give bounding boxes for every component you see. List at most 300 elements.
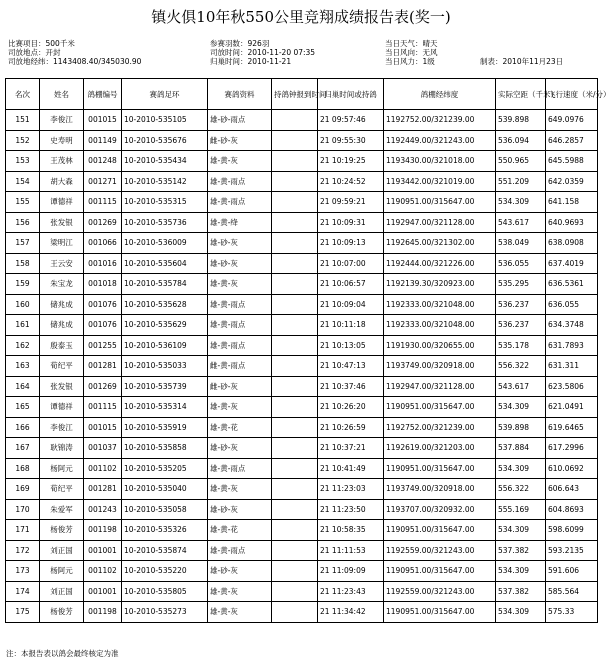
cell-arrival-time: 21 10:26:59 (318, 417, 384, 438)
table-row (6, 294, 598, 315)
cell-speed: 593.2135 (546, 540, 598, 561)
cell-distance: 535.178 (496, 335, 546, 356)
cell-clock-time (272, 315, 318, 336)
cell-speed: 637.4019 (546, 253, 598, 274)
cell-arrival-time: 21 11:34:42 (318, 602, 384, 623)
cell-clock-time (272, 520, 318, 541)
cell-speed: 631.311 (546, 356, 598, 377)
cell-bird-info: 雄-砂-灰 (208, 253, 272, 274)
meta-return-time: 归巢时间：2010-11-21 (210, 57, 292, 66)
cell-ring: 10-2010-535142 (122, 171, 208, 192)
cell-ring: 10-2010-535629 (122, 315, 208, 336)
cell-rank: 158 (6, 253, 40, 274)
cell-bird-info: 雄-黄-灰 (208, 151, 272, 172)
cell-loft-id: 001016 (84, 253, 122, 274)
cell-bird-info: 雄-黄-灰 (208, 581, 272, 602)
cell-distance: 534.309 (496, 520, 546, 541)
header-col-arrival-time: 归巢时间或持鸽 (318, 79, 384, 110)
cell-name: 杨俊芳 (40, 520, 84, 541)
table-row (6, 110, 598, 131)
cell-rank: 159 (6, 274, 40, 295)
table-row (6, 540, 598, 561)
table-row (6, 192, 598, 213)
cell-name: 史寿明 (40, 130, 84, 151)
cell-loft-coords: 1190951.00/315647.00 (384, 520, 496, 541)
table-row (6, 356, 598, 377)
cell-ring: 10-2010-535205 (122, 458, 208, 479)
table-row (6, 376, 598, 397)
cell-clock-time (272, 417, 318, 438)
cell-arrival-time: 21 10:37:46 (318, 376, 384, 397)
cell-loft-id: 001198 (84, 520, 122, 541)
table-row (6, 151, 598, 172)
cell-rank: 169 (6, 479, 40, 500)
cell-speed: 638.0908 (546, 233, 598, 254)
cell-distance: 535.295 (496, 274, 546, 295)
cell-distance: 536.237 (496, 315, 546, 336)
cell-loft-coords: 1192619.00/321203.00 (384, 438, 496, 459)
cell-speed: 598.6099 (546, 520, 598, 541)
cell-ring: 10-2010-535105 (122, 110, 208, 131)
table-row (6, 253, 598, 274)
cell-ring: 10-2010-535434 (122, 151, 208, 172)
cell-clock-time (272, 561, 318, 582)
meta-release-coords: 司放地经纬：1143408.40/345030.90 (8, 57, 142, 66)
cell-ring: 10-2010-535874 (122, 540, 208, 561)
cell-loft-coords: 1192333.00/321048.00 (384, 315, 496, 336)
cell-name: 储兆成 (40, 315, 84, 336)
cell-loft-id: 001243 (84, 499, 122, 520)
cell-clock-time (272, 110, 318, 131)
cell-ring: 10-2010-535628 (122, 294, 208, 315)
cell-speed: 634.3748 (546, 315, 598, 336)
table-row (6, 499, 598, 520)
cell-clock-time (272, 581, 318, 602)
cell-loft-coords: 1193749.00/320918.00 (384, 356, 496, 377)
cell-clock-time (272, 376, 318, 397)
cell-loft-id: 001076 (84, 315, 122, 336)
cell-rank: 170 (6, 499, 40, 520)
cell-rank: 153 (6, 151, 40, 172)
cell-distance: 536.094 (496, 130, 546, 151)
cell-loft-id: 001115 (84, 397, 122, 418)
header-col-rank: 名次 (6, 79, 40, 110)
cell-name: 殷泰玉 (40, 335, 84, 356)
header-col-ring: 赛鸽足环 (122, 79, 208, 110)
cell-loft-coords: 1191930.00/320655.00 (384, 335, 496, 356)
cell-loft-coords: 1190951.00/315647.00 (384, 458, 496, 479)
table-row (6, 315, 598, 336)
cell-ring: 10-2010-535805 (122, 581, 208, 602)
cell-distance: 537.382 (496, 540, 546, 561)
cell-arrival-time: 21 11:23:03 (318, 479, 384, 500)
cell-loft-id: 001015 (84, 417, 122, 438)
cell-loft-coords: 1192559.00/321243.00 (384, 581, 496, 602)
cell-name: 王云安 (40, 253, 84, 274)
cell-bird-info: 雄-砂-灰 (208, 438, 272, 459)
cell-loft-id: 001149 (84, 130, 122, 151)
table-row (6, 581, 598, 602)
cell-distance: 543.617 (496, 376, 546, 397)
table-row (6, 274, 598, 295)
cell-ring: 10-2010-535326 (122, 520, 208, 541)
table-row (6, 520, 598, 541)
cell-ring: 10-2010-535314 (122, 397, 208, 418)
cell-loft-id: 001037 (84, 438, 122, 459)
cell-ring: 10-2010-535676 (122, 130, 208, 151)
cell-name: 荀纪平 (40, 356, 84, 377)
header-col-clock-time: 持鸽钟报到时间 (272, 79, 318, 110)
table-body (6, 110, 598, 623)
cell-distance: 536.237 (496, 294, 546, 315)
cell-loft-coords: 1192333.00/321048.00 (384, 294, 496, 315)
cell-clock-time (272, 479, 318, 500)
cell-loft-coords: 1193707.00/320932.00 (384, 499, 496, 520)
cell-loft-coords: 1192947.00/321128.00 (384, 376, 496, 397)
cell-loft-coords: 1192559.00/321243.00 (384, 540, 496, 561)
cell-loft-coords: 1192752.00/321239.00 (384, 417, 496, 438)
cell-bird-info: 雄-砂-雨点 (208, 110, 272, 131)
cell-arrival-time: 21 10:09:13 (318, 233, 384, 254)
cell-distance: 534.309 (496, 561, 546, 582)
cell-loft-coords: 1190951.00/315647.00 (384, 602, 496, 623)
cell-loft-id: 001269 (84, 376, 122, 397)
cell-bird-info: 雌-黄-雨点 (208, 356, 272, 377)
table-row (6, 335, 598, 356)
table-row (6, 602, 598, 623)
cell-name: 张发银 (40, 376, 84, 397)
cell-speed: 640.9693 (546, 212, 598, 233)
cell-loft-coords: 1190951.00/315647.00 (384, 192, 496, 213)
cell-bird-info: 雌-砂-灰 (208, 130, 272, 151)
table-row (6, 130, 598, 151)
cell-ring: 10-2010-536109 (122, 335, 208, 356)
cell-speed: 591.606 (546, 561, 598, 582)
cell-loft-coords: 1192947.00/321128.00 (384, 212, 496, 233)
cell-rank: 160 (6, 294, 40, 315)
table-row (6, 397, 598, 418)
cell-ring: 10-2010-535315 (122, 192, 208, 213)
cell-speed: 604.8693 (546, 499, 598, 520)
cell-clock-time (272, 233, 318, 254)
cell-clock-time (272, 130, 318, 151)
cell-bird-info: 雌-砂-灰 (208, 376, 272, 397)
cell-distance: 539.898 (496, 417, 546, 438)
cell-ring: 10-2010-535604 (122, 253, 208, 274)
cell-name: 杨阿元 (40, 458, 84, 479)
cell-bird-info: 雄-黄-灰 (208, 602, 272, 623)
cell-clock-time (272, 212, 318, 233)
cell-name: 杨俊芳 (40, 602, 84, 623)
cell-arrival-time: 21 09:59:21 (318, 192, 384, 213)
cell-speed: 610.0692 (546, 458, 598, 479)
report-title: 镇火俱10年秋550公里竞翔成绩报告表(奖一) (151, 8, 451, 26)
table-row (6, 212, 598, 233)
cell-arrival-time: 21 10:41:49 (318, 458, 384, 479)
table-row (6, 171, 598, 192)
cell-rank: 164 (6, 376, 40, 397)
cell-name: 耿锦涛 (40, 438, 84, 459)
cell-loft-id: 001001 (84, 581, 122, 602)
cell-name: 谭德祥 (40, 192, 84, 213)
cell-loft-id: 001248 (84, 151, 122, 172)
cell-arrival-time: 21 11:23:43 (318, 581, 384, 602)
cell-loft-id: 001269 (84, 212, 122, 233)
cell-rank: 156 (6, 212, 40, 233)
cell-speed: 631.7893 (546, 335, 598, 356)
cell-speed: 641.158 (546, 192, 598, 213)
cell-loft-coords: 1190951.00/315647.00 (384, 397, 496, 418)
meta-made-date: 制表：2010年11月23日 (480, 57, 564, 66)
cell-bird-info: 雄-黄-雨点 (208, 335, 272, 356)
cell-loft-id: 001281 (84, 356, 122, 377)
cell-loft-coords: 1192139.30/320923.00 (384, 274, 496, 295)
cell-loft-coords: 1193749.00/320918.00 (384, 479, 496, 500)
cell-loft-coords: 1193430.00/321018.00 (384, 151, 496, 172)
cell-clock-time (272, 335, 318, 356)
cell-rank: 154 (6, 171, 40, 192)
cell-distance: 534.309 (496, 602, 546, 623)
cell-loft-id: 001102 (84, 561, 122, 582)
cell-rank: 173 (6, 561, 40, 582)
cell-arrival-time: 21 10:19:25 (318, 151, 384, 172)
cell-bird-info: 雄-黄-绛 (208, 212, 272, 233)
table-row (6, 233, 598, 254)
cell-ring: 10-2010-536009 (122, 233, 208, 254)
meta-wind-force: 当日风力：1级 (385, 57, 435, 66)
cell-distance: 556.322 (496, 479, 546, 500)
cell-distance: 534.309 (496, 192, 546, 213)
cell-distance: 556.322 (496, 356, 546, 377)
cell-loft-id: 001271 (84, 171, 122, 192)
cell-name: 刘正国 (40, 540, 84, 561)
cell-rank: 166 (6, 417, 40, 438)
cell-clock-time (272, 192, 318, 213)
header-col-name: 姓名 (40, 79, 84, 110)
header-col-speed: 飞行速度（米/分） (546, 79, 598, 110)
cell-rank: 168 (6, 458, 40, 479)
cell-loft-coords: 1192645.00/321302.00 (384, 233, 496, 254)
cell-speed: 585.564 (546, 581, 598, 602)
cell-speed: 623.5806 (546, 376, 598, 397)
cell-rank: 151 (6, 110, 40, 131)
cell-arrival-time: 21 10:09:31 (318, 212, 384, 233)
cell-ring: 10-2010-535784 (122, 274, 208, 295)
cell-clock-time (272, 499, 318, 520)
cell-clock-time (272, 294, 318, 315)
cell-loft-coords: 1190951.00/315647.00 (384, 561, 496, 582)
cell-ring: 10-2010-535919 (122, 417, 208, 438)
cell-arrival-time: 21 11:23:50 (318, 499, 384, 520)
header-col-distance: 实际空距（千米） (496, 79, 546, 110)
cell-arrival-time: 21 10:06:57 (318, 274, 384, 295)
cell-arrival-time: 21 10:26:20 (318, 397, 384, 418)
cell-rank: 155 (6, 192, 40, 213)
cell-ring: 10-2010-535220 (122, 561, 208, 582)
cell-loft-id: 001115 (84, 192, 122, 213)
cell-name: 谭德祥 (40, 397, 84, 418)
meta-weather: 当日天气：晴天 (385, 39, 438, 48)
cell-bird-info: 雄-黄-花 (208, 417, 272, 438)
cell-loft-id: 001001 (84, 540, 122, 561)
meta-release-time: 司放时间：2010-11-20 07:35 (210, 48, 316, 57)
cell-distance: 537.884 (496, 438, 546, 459)
cell-clock-time (272, 458, 318, 479)
cell-rank: 174 (6, 581, 40, 602)
cell-loft-id: 001015 (84, 110, 122, 131)
header-col-bird-info: 赛鸽资料 (208, 79, 272, 110)
cell-speed: 636.055 (546, 294, 598, 315)
cell-distance: 543.617 (496, 212, 546, 233)
cell-ring: 10-2010-535273 (122, 602, 208, 623)
cell-clock-time (272, 602, 318, 623)
cell-name: 李俊江 (40, 110, 84, 131)
cell-arrival-time: 21 09:55:30 (318, 130, 384, 151)
cell-speed: 617.2996 (546, 438, 598, 459)
cell-bird-info: 雄-黄-雨点 (208, 192, 272, 213)
cell-rank: 157 (6, 233, 40, 254)
cell-arrival-time: 21 10:47:13 (318, 356, 384, 377)
cell-ring: 10-2010-535033 (122, 356, 208, 377)
cell-name: 朱爱军 (40, 499, 84, 520)
cell-distance: 537.382 (496, 581, 546, 602)
cell-loft-id: 001066 (84, 233, 122, 254)
cell-arrival-time: 21 10:07:00 (318, 253, 384, 274)
cell-bird-info: 雄-黄-花 (208, 520, 272, 541)
table-row (6, 438, 598, 459)
header-col-loft-id: 鸽棚编号 (84, 79, 122, 110)
meta-wind-direction: 当日风向：无风 (385, 48, 438, 57)
cell-arrival-time: 21 10:37:21 (318, 438, 384, 459)
cell-name: 荀纪平 (40, 479, 84, 500)
cell-rank: 163 (6, 356, 40, 377)
cell-bird-info: 雄-黄-雨点 (208, 540, 272, 561)
header-col-loft-coords: 鸽棚经纬度 (384, 79, 496, 110)
cell-name: 刘正国 (40, 581, 84, 602)
cell-bird-info: 雄-黄-灰 (208, 274, 272, 295)
cell-rank: 172 (6, 540, 40, 561)
cell-rank: 152 (6, 130, 40, 151)
cell-rank: 171 (6, 520, 40, 541)
cell-bird-info: 雄-黄-雨点 (208, 294, 272, 315)
cell-distance: 551.209 (496, 171, 546, 192)
cell-clock-time (272, 253, 318, 274)
cell-clock-time (272, 274, 318, 295)
table-row (6, 479, 598, 500)
meta-race-item: 比赛项目：500千米 (8, 39, 75, 48)
cell-rank: 162 (6, 335, 40, 356)
cell-ring: 10-2010-535739 (122, 376, 208, 397)
cell-distance: 555.169 (496, 499, 546, 520)
cell-rank: 167 (6, 438, 40, 459)
cell-speed: 621.0491 (546, 397, 598, 418)
cell-speed: 642.0359 (546, 171, 598, 192)
cell-bird-info: 雄-黄-雨点 (208, 171, 272, 192)
cell-bird-info: 雄-黄-雨点 (208, 458, 272, 479)
cell-loft-id: 001018 (84, 274, 122, 295)
cell-arrival-time: 21 09:57:46 (318, 110, 384, 131)
cell-speed: 649.0976 (546, 110, 598, 131)
cell-distance: 550.965 (496, 151, 546, 172)
cell-loft-coords: 1192752.00/321239.00 (384, 110, 496, 131)
table-row (6, 417, 598, 438)
cell-distance: 536.055 (496, 253, 546, 274)
cell-bird-info: 雄-黄-雨点 (208, 315, 272, 336)
cell-clock-time (272, 438, 318, 459)
meta-release-place: 司放地点：开封 (8, 48, 61, 57)
cell-clock-time (272, 356, 318, 377)
cell-speed: 645.5988 (546, 151, 598, 172)
meta-entries: 参赛羽数：926羽 (210, 39, 270, 48)
cell-name: 胡大森 (40, 171, 84, 192)
cell-arrival-time: 21 10:58:35 (318, 520, 384, 541)
cell-arrival-time: 21 11:09:09 (318, 561, 384, 582)
cell-distance: 538.049 (496, 233, 546, 254)
cell-loft-coords: 1192449.00/321243.00 (384, 130, 496, 151)
cell-name: 朱宝龙 (40, 274, 84, 295)
header-row (6, 79, 598, 110)
results-table (5, 78, 611, 623)
cell-ring: 10-2010-535736 (122, 212, 208, 233)
cell-loft-id: 001198 (84, 602, 122, 623)
cell-loft-id: 001102 (84, 458, 122, 479)
cell-rank: 161 (6, 315, 40, 336)
table-row (6, 458, 598, 479)
cell-name: 王茂林 (40, 151, 84, 172)
cell-ring: 10-2010-535058 (122, 499, 208, 520)
cell-name: 张发银 (40, 212, 84, 233)
footer-note: 注：本报告表以鸽会最终核定为准 (6, 649, 119, 658)
cell-bird-info: 雄-砂-灰 (208, 233, 272, 254)
cell-loft-id: 001281 (84, 479, 122, 500)
cell-name: 储兆成 (40, 294, 84, 315)
cell-speed: 619.6465 (546, 417, 598, 438)
cell-ring: 10-2010-535040 (122, 479, 208, 500)
table-row (6, 561, 598, 582)
cell-loft-coords: 1193442.00/321019.00 (384, 171, 496, 192)
cell-speed: 606.643 (546, 479, 598, 500)
cell-speed: 636.5361 (546, 274, 598, 295)
cell-rank: 165 (6, 397, 40, 418)
cell-rank: 175 (6, 602, 40, 623)
cell-loft-id: 001076 (84, 294, 122, 315)
cell-speed: 575.33 (546, 602, 598, 623)
cell-arrival-time: 21 10:09:04 (318, 294, 384, 315)
cell-loft-id: 001255 (84, 335, 122, 356)
cell-loft-coords: 1192444.00/321226.00 (384, 253, 496, 274)
cell-arrival-time: 21 10:24:52 (318, 171, 384, 192)
cell-bird-info: 雄-砂-灰 (208, 561, 272, 582)
cell-arrival-time: 21 11:11:53 (318, 540, 384, 561)
cell-speed: 646.2857 (546, 130, 598, 151)
cell-clock-time (272, 171, 318, 192)
cell-arrival-time: 21 10:13:05 (318, 335, 384, 356)
cell-name: 李俊江 (40, 417, 84, 438)
cell-ring: 10-2010-535858 (122, 438, 208, 459)
cell-bird-info: 雄-黄-灰 (208, 397, 272, 418)
cell-distance: 534.309 (496, 458, 546, 479)
cell-bird-info: 雄-黄-灰 (208, 479, 272, 500)
cell-distance: 534.309 (496, 397, 546, 418)
cell-arrival-time: 21 10:11:18 (318, 315, 384, 336)
cell-clock-time (272, 397, 318, 418)
cell-clock-time (272, 540, 318, 561)
cell-bird-info: 雄-砂-灰 (208, 499, 272, 520)
cell-distance: 539.898 (496, 110, 546, 131)
cell-name: 杨阿元 (40, 561, 84, 582)
cell-clock-time (272, 151, 318, 172)
cell-name: 梁明江 (40, 233, 84, 254)
